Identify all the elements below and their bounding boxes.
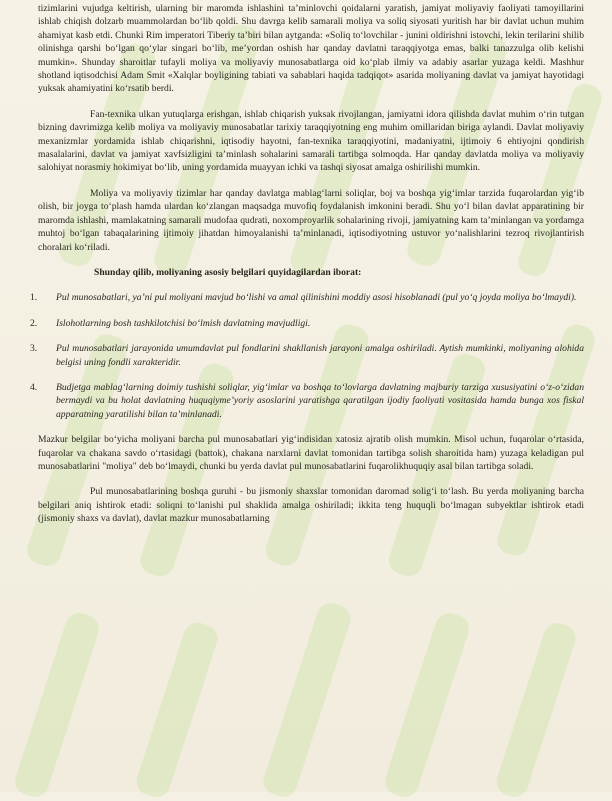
list-item-text: Pul munosabatlari, ya’ni pul moliyani mavjud bo‘lishi va amal qilinishini moddiy asosi hisoblanadi (pul yo‘q joyda moliya bo‘lmaydi). <box>56 292 577 304</box>
paragraph: Moliya va moliyaviy tizimlar har qanday davlatga mablag‘larni soliqlar, boj va boshqa yig‘imlar tarzida fuqarolardan yig‘ib olish, bir joyga to‘plash hamda ulardan ko‘zlangan maqsadga muvofiq foydalanish imkonini beradi. Shu yo‘l bilan davlat apparatining bir maromda ishlashi, mamlakatning samarali mudofaa qudrati, noxomproyarlik sohalarining rivoji, jamiyatning kam ta’minlangan va yordamga muhtoj bo‘lgan tabaqalarining ijtimoiy jihatdan himoyalanishi ta’minlanadi, iqtisodiyotning ustuvor yo‘nalishlarini tezroq rivojlantirish choralari ko‘riladi. <box>38 187 584 253</box>
list-item <box>30 342 584 369</box>
list-item-number: 3. <box>30 343 38 355</box>
list-item <box>30 381 584 421</box>
document-body <box>30 2 584 538</box>
list-item-text: Budjetga mablag‘larning doimiy tushishi soliqlar, yig‘imlar va boshqa to‘lovlarga davlatning majburiy tarziga xususiyatini o‘z-o‘zidan bermaydi va bu holat davlatning huquqiyme’yoriy asoslarini yaratishga qaratilgan ijodiy faoliyati vositasida hamda bunga xos fiskal apparatning yaratilishi bilan ta’minlanadi. <box>56 381 584 420</box>
paragraph: Pul munosabatlarining boshqa guruhi - bu jismoniy shaxslar tomonidan daromad solig‘i to‘lash. Bu yerda moliyaning barcha belgilari aniq ishtirok etadi: soliqni to‘lanishi pul shaklida amalga oshiriladi; ikkita teng huquqli bo‘lmagan subyektlar ishtirok etadi (jismoniy shaxs va davlat), davlat mazkur munosabatlarning <box>38 486 584 525</box>
paragraph: Mazkur belgilar bo‘yicha moliyani barcha pul munosabatlari yig‘indisidan xatosiz ajratib olish mumkin. Misol uchun, fuqarolar o‘rtasida, fuqarolar va chakana savdo o‘rtasidagi (bаttоk), chakana narxlarni davlat tomonidan tartibga solish sharoitida ham) yuzaga keladigan pul munosabatlarini "moliya" deb bo‘lmaydi, chunki bu yerda davlat pul munosabatlarini fuqarolikhuquqiy asal bilan tartibga soladi. <box>38 434 584 472</box>
list-item <box>30 317 584 330</box>
paragraph: tizimlarini vujudga keltirish, ularning bir maromda ishlashini ta’minlovchi qoidalarni yaratish, jamiyat moliyaviy faoliyati tamoyillarini ishlab chiqish dolzarb muammolardan bo‘lib qoldi. Shu davrga kelib samarali moliya va soliq siyosati yuritish har bir davlat uchun muhim ahamiyat kasb etdi. Chunki Rim imperatori Tiberiy ta’biri bilan aytganda: «Soliq to‘lovchilar - junini oldirishni istovchi, lekin terilarini shilib olinishga qarshi bo‘lgan qo‘ylar singari bo‘lib, me’yordan oshish har qanday davlatni taraqqiyotga emas, balki tanazzulga olib kelishi mumkin». Shunday sharoitlar tufayli moliya va moliyaviy munosabatlarga oid ko‘plab ilmiy va adabiy asarlar yuzaga keldi. Mashhur shotland iqtisodchisi Adam Smit «Xalqlar boyligining tabiati va sabablari haqida tadqiqot» asarida moliyaning davlat va jamiyat hayotidagi yuksak ahamiyatini ko‘rsatib berdi. <box>38 3 584 95</box>
list-item-number: 4. <box>30 381 38 393</box>
section-heading: Shunday qilib, moliyaning asosiy belgilari quyidagilardan iborat: <box>94 266 362 278</box>
list-item <box>30 291 584 304</box>
list-item-number: 2. <box>30 317 38 329</box>
list-item-text: Pul munosabatlari jarayonida umumdavlat pul fondlarini shakllanish jarayoni amalga oshiriladi. Aytish mumkinki, moliyaning alohida belgisi uning fondli xarakteridir. <box>56 343 584 368</box>
list-item-number: 1. <box>30 292 38 304</box>
list-item-text: Islohotlarning bosh tashkilotchisi bo‘lmish davlatning mavjudligi. <box>56 317 311 329</box>
paragraph: Fan-texnika ulkan yutuqlarga erishgan, ishlab chiqarish yuksak rivojlangan, jamiyatni idora qilishda davlat muhim o‘rin tutgan bizning davrimizga kelib moliya va moliyaviy munosabatlar tarixiy taraqqiyotning eng muhim omillaridan biriga aylandi. Davlat moliyaviy mexanizmlar yordamida ishlab chiqarishni, iqtisodiy hayotni, fan-texnika taraqqiyotini, madaniyatni, ijtimoiy 6 ehtiyojni qondirish masalalarini, davlat va jamiyat xavfsizligini ta’minlash sohalarini samarali tartibga solmoqda. Har qanday davlatda moliya va moliyaviy salohiyat norasmiy hokimiyat bo‘lib, uning yordamida muayyan ichki va tashqi siyosat amalga oshirilishi mumkin. <box>38 108 584 174</box>
